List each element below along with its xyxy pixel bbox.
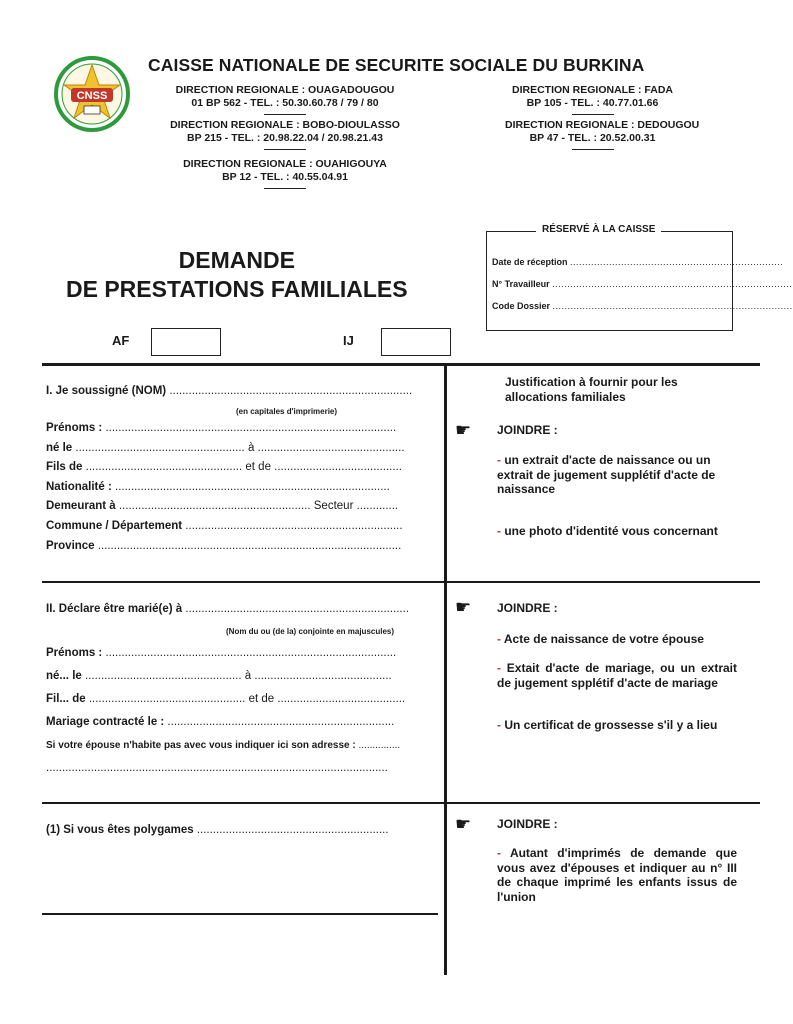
worker-number-field[interactable]: [492, 279, 792, 289]
attachment-item: - un extrait d'acte de naissance ou un extrait de jugement supplétif d'acte de naissance: [497, 453, 716, 496]
field-dots: ...........................................................................................................: [46, 762, 388, 774]
attachment-text: une photo d'identité vous concernant: [504, 524, 718, 538]
joindre-label: JOINDRE :: [497, 423, 558, 437]
direction-name: DIRECTION REGIONALE : DEDOUGOU: [505, 119, 700, 131]
field-label: Prénoms :: [46, 422, 103, 434]
field-dots: ................................................................................: [552, 279, 793, 289]
field-dots: ................................................. à ...........................................: [81, 670, 392, 682]
field-dots: ............................................................ Secteur .............: [115, 500, 399, 512]
ij-box[interactable]: [381, 328, 451, 356]
commune-field[interactable]: [46, 520, 403, 532]
justification-heading: Justification à fournir pour les allocations familiales: [505, 375, 678, 404]
attachment-item: - Acte de naissance de votre épouse: [497, 632, 704, 646]
spouse-address-field[interactable]: [46, 740, 400, 751]
field-label: né le: [46, 442, 73, 454]
field-label: I. Je soussigné (NOM): [46, 385, 167, 397]
organization-title: CAISSE NATIONALE DE SECURITE SOCIALE DU BURKINA: [148, 55, 645, 75]
section1-divider: [42, 581, 760, 583]
first-names-field[interactable]: [46, 422, 396, 434]
field-label: Fils de: [46, 461, 83, 473]
field-dots: ................................................. et de ........................................: [82, 461, 402, 473]
field-dots: ......................................................................................: [111, 481, 390, 493]
section3-divider: [42, 913, 438, 915]
section2-divider: [42, 802, 760, 804]
attachment-item: - Un certificat de grossesse s'il y a lieu: [497, 718, 718, 732]
logo-text: CNSS: [76, 90, 108, 102]
field-label: (1) Si vous êtes polygames: [46, 824, 194, 836]
pointing-hand-icon: ☛: [455, 420, 472, 440]
attachment-text: Extait d'acte de mariage, ou un extrait de jugement spplétif d'acte de mariage: [497, 661, 737, 690]
field-dots: ............................................................: [193, 824, 389, 836]
field-dots: ............................................................................: [166, 385, 413, 397]
attachment-text: un extrait d'acte de naissance ou un extrait de jugement supplétif d'acte de naissance: [497, 453, 716, 496]
column-divider: [444, 363, 447, 975]
field-dots: ................................................. et de ........................................: [85, 693, 406, 705]
field-dots: ...............................................................................................: [94, 540, 402, 552]
field-label: Mariage contracté le :: [46, 716, 165, 728]
direction-name: DIRECTION REGIONALE : OUAHIGOUYA: [183, 158, 387, 170]
birth-field[interactable]: [46, 442, 405, 454]
direction-bobo-dioulasso: [170, 119, 400, 150]
field-label: Commune / Département: [46, 520, 183, 532]
parents-field[interactable]: [46, 461, 402, 473]
form-title: [66, 246, 408, 304]
spouse-name-note: (Nom du ou (de la) conjointe en majuscules): [226, 627, 395, 636]
attachment-text: Acte de naissance de votre épouse: [503, 632, 704, 646]
direction-ouagadougou: [170, 84, 400, 115]
field-label: Date de réception: [492, 257, 568, 267]
direction-contact: BP 215 - TEL. : 20.98.22.04 / 20.98.21.43: [187, 132, 383, 144]
direction-fada: [505, 84, 680, 115]
polygamy-field[interactable]: [46, 824, 389, 836]
field-label: Province: [46, 540, 95, 552]
field-dots: ................................................................................: [552, 301, 793, 311]
field-dots: ..................................................... à ..............................................: [72, 442, 405, 454]
nationality-field[interactable]: [46, 481, 390, 493]
joindre-label: JOINDRE :: [497, 601, 558, 615]
top-divider: [42, 363, 760, 366]
field-dots: ......................................................................: [182, 603, 410, 615]
attachment-item: - Autant d'imprimés de demande que vous avez d'épouses et indiquer au n° III de chaque imprimé les enfants issus de l'union: [497, 846, 737, 904]
direction-ouahigouya: [170, 158, 400, 189]
field-label: Fil... de: [46, 693, 86, 705]
name-field[interactable]: [46, 385, 412, 397]
attachment-text: Autant d'imprimés de demande que vous avez d'épouses et indiquer au n° III de chaque imprimé les enfants issus de l'union: [497, 846, 737, 904]
field-label: N° Travailleur: [492, 279, 550, 289]
spouse-address-continuation[interactable]: [46, 762, 388, 774]
direction-contact: BP 12 - TEL. : 40.55.04.91: [222, 171, 348, 183]
field-label: Demeurant à: [46, 500, 116, 512]
direction-dedougou: [505, 119, 700, 150]
field-dots: ...........................................................................................: [102, 422, 397, 434]
field-label: Code Dossier: [492, 301, 551, 311]
form-title-line2: DE PRESTATIONS FAMILIALES: [66, 276, 408, 302]
file-code-field[interactable]: [492, 301, 793, 311]
reserved-box-title: RÉSERVÉ À LA CAISSE: [536, 224, 661, 235]
direction-contact: 01 BP 562 - TEL. : 50.30.60.78 / 79 / 80: [191, 97, 379, 109]
pointing-hand-icon: ☛: [455, 814, 472, 834]
field-label: Nationalité :: [46, 481, 112, 493]
field-label: Si votre épouse n'habite pas avec vous indiquer ici son adresse :: [46, 740, 356, 751]
field-dots: ...............: [355, 740, 401, 751]
af-label: AF: [112, 333, 130, 348]
field-dots: ...........................................................................................: [102, 647, 397, 659]
direction-contact: BP 47 - TEL. : 20.52.00.31: [529, 132, 656, 144]
joindre-label: JOINDRE :: [497, 817, 558, 831]
field-dots: .......................................................................: [164, 716, 395, 728]
spouse-birth-field[interactable]: [46, 670, 392, 682]
attachment-text: Un certificat de grossesse s'il y a lieu: [504, 718, 718, 732]
direction-name: DIRECTION REGIONALE : FADA: [511, 84, 673, 96]
capitals-note: (en capitales d'imprimerie): [236, 407, 338, 416]
form-title-line1: DEMANDE: [178, 247, 295, 273]
marriage-date-field[interactable]: [46, 716, 394, 728]
af-box[interactable]: [151, 328, 221, 356]
spouse-parents-field[interactable]: [46, 693, 405, 705]
cnss-logo: [54, 56, 130, 132]
field-dots: .......................................................................: [570, 257, 784, 267]
ij-label: IJ: [343, 333, 354, 348]
field-label: II. Déclare être marié(e) à: [46, 603, 183, 615]
spouse-name-field[interactable]: [46, 603, 409, 615]
reception-date-field[interactable]: [492, 257, 783, 267]
field-label: né... le: [46, 670, 82, 682]
spouse-first-names-field[interactable]: [46, 647, 396, 659]
attachment-item: - Extait d'acte de mariage, ou un extrait de jugement spplétif d'acte de mariage: [497, 661, 737, 690]
direction-name: DIRECTION REGIONALE : BOBO-DIOULASSO: [170, 119, 400, 131]
pointing-hand-icon: ☛: [455, 597, 472, 617]
attachment-item: - une photo d'identité vous concernant: [497, 524, 718, 538]
province-field[interactable]: [46, 540, 401, 552]
field-dots: ....................................................................: [182, 520, 403, 532]
direction-name: DIRECTION REGIONALE : OUAGADOUGOU: [175, 84, 395, 96]
residence-field[interactable]: [46, 500, 398, 512]
direction-contact: BP 105 - TEL. : 40.77.01.66: [526, 97, 659, 109]
field-label: Prénoms :: [46, 647, 103, 659]
